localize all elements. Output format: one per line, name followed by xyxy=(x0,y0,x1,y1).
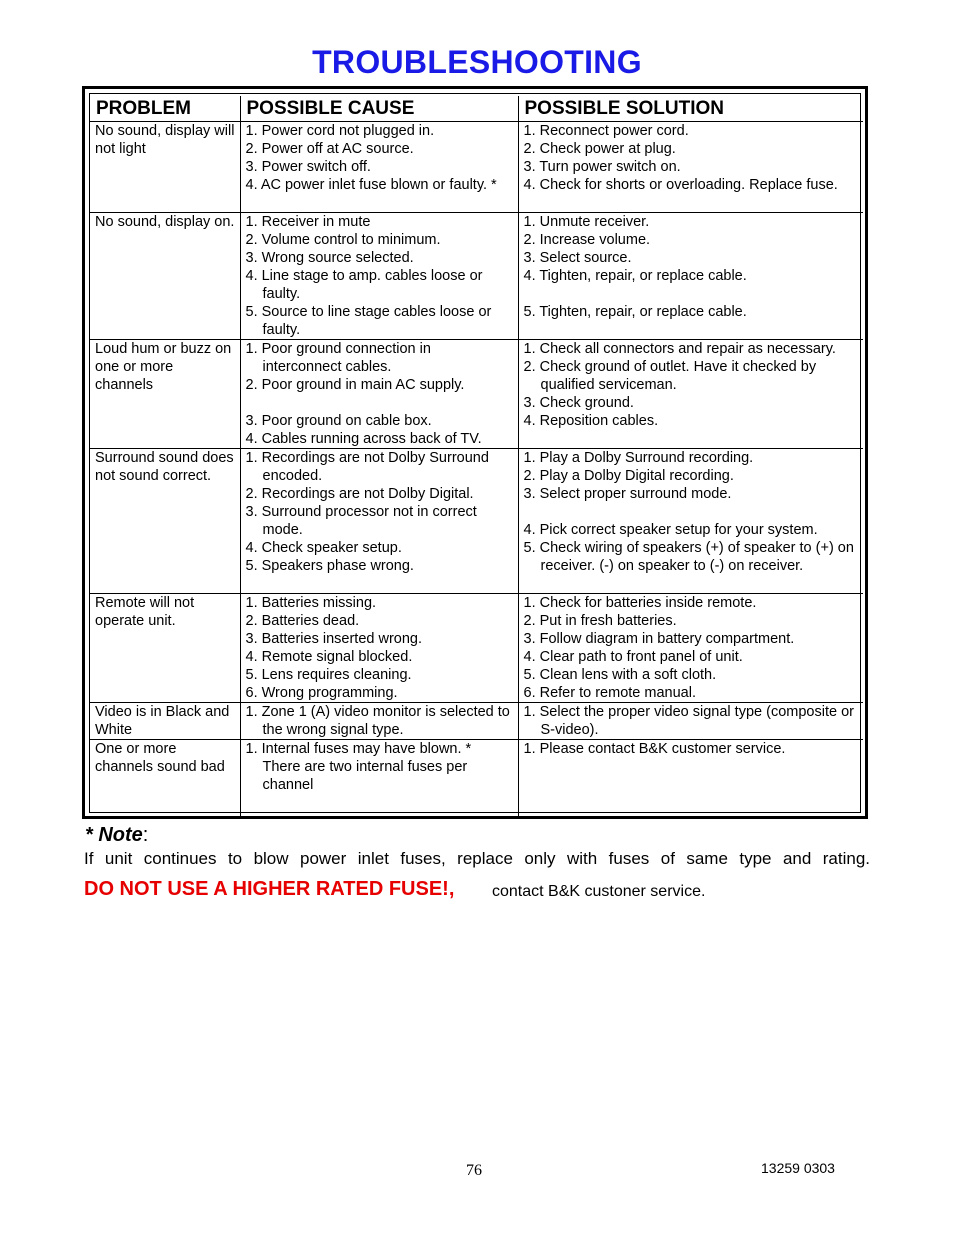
solution-item: 4. Tighten, repair, or replace cable. xyxy=(523,268,747,284)
document-code: 13259 0303 xyxy=(761,1160,835,1176)
cause-item: 3. Batteries inserted wrong. xyxy=(245,631,423,647)
solution-item: 6. Refer to remote manual. xyxy=(523,685,696,701)
solution-item: 3. Turn power switch on. xyxy=(523,159,681,175)
solution-cell xyxy=(518,213,863,340)
solution-item: 1. Unmute receiver. xyxy=(523,214,650,230)
table-row xyxy=(90,449,863,594)
table-row xyxy=(90,213,863,340)
solution-item: 1. Select the proper video signal type (composite or S-video). xyxy=(523,704,854,738)
fuse-warning-tail: contact B&K custoner service. xyxy=(492,883,706,900)
problem-cell: Surround sound does not sound correct. xyxy=(90,449,240,594)
cause-item: 1. Poor ground connection in interconnect cables. xyxy=(245,341,431,375)
solution-cell xyxy=(518,122,863,213)
header-problem: PROBLEM xyxy=(90,96,240,122)
solution-cell xyxy=(518,594,863,703)
cause-item: 4. Line stage to amp. cables loose or faulty. xyxy=(245,268,483,302)
solution-item: 2. Check ground of outlet. Have it checked by qualified serviceman. xyxy=(523,359,817,393)
table-row xyxy=(90,340,863,449)
cause-item: 1. Zone 1 (A) video monitor is selected to the wrong signal type. xyxy=(245,704,510,738)
problem-cell: Remote will not operate unit. xyxy=(90,594,240,703)
cause-item: 6. Wrong programming. xyxy=(245,685,398,701)
solution-item: 4. Pick correct speaker setup for your system. xyxy=(523,522,818,538)
cause-item: 3. Surround processor not in correct mode. xyxy=(245,504,477,538)
note-text: If unit continues to blow power inlet fuses, replace only with fuses of same type and rating. xyxy=(84,849,870,868)
cause-item: 1. Recordings are not Dolby Surround encoded. xyxy=(245,450,489,484)
cause-cell xyxy=(240,740,518,816)
note-label: * Note: xyxy=(85,824,149,846)
solution-item: 1. Please contact B&K customer service. xyxy=(523,741,786,757)
cause-item: 1. Internal fuses may have blown. * There are two internal fuses per channel xyxy=(245,741,472,793)
cause-item: 3. Wrong source selected. xyxy=(245,250,414,266)
problem-cell: Video is in Black and White xyxy=(90,703,240,740)
solution-item: 3. Select source. xyxy=(523,250,632,266)
cause-cell xyxy=(240,449,518,594)
solution-item: 5. Check wiring of speakers (+) of speaker to (+) on receiver. (-) on speaker to (-) on receiver. xyxy=(523,540,854,574)
cause-item: 1. Power cord not plugged in. xyxy=(245,123,435,139)
table-body xyxy=(90,122,863,816)
cause-item: 3. Power switch off. xyxy=(245,159,371,175)
solution-item: 4. Check for shorts or overloading. Replace fuse. xyxy=(523,177,838,193)
cause-item: 5. Speakers phase wrong. xyxy=(245,558,414,574)
solution-cell xyxy=(518,703,863,740)
header-row xyxy=(90,96,863,122)
solution-item: 1. Check for batteries inside remote. xyxy=(523,595,757,611)
solution-item: 5. Clean lens with a soft cloth. xyxy=(523,667,717,683)
solution-item: 2. Put in fresh batteries. xyxy=(523,613,677,629)
solution-item: 3. Follow diagram in battery compartment. xyxy=(523,631,795,647)
solution-item: 1. Check all connectors and repair as necessary. xyxy=(523,341,836,357)
cause-item: 4. Remote signal blocked. xyxy=(245,649,413,665)
solution-item: 3. Select proper surround mode. xyxy=(523,486,732,502)
solution-cell xyxy=(518,340,863,449)
cause-item: 1. Batteries missing. xyxy=(245,595,377,611)
solution-item: 4. Clear path to front panel of unit. xyxy=(523,649,743,665)
spacer xyxy=(524,285,859,303)
cause-cell xyxy=(240,122,518,213)
solution-item: 4. Reposition cables. xyxy=(523,413,659,429)
cause-cell xyxy=(240,703,518,740)
solution-item: 2. Check power at plug. xyxy=(523,141,676,157)
solution-item: 5. Tighten, repair, or replace cable. xyxy=(523,304,747,320)
solution-item: 2. Increase volume. xyxy=(523,232,651,248)
table-row xyxy=(90,740,863,816)
cause-cell xyxy=(240,213,518,340)
page-title: TROUBLESHOOTING xyxy=(312,44,642,80)
header-solution: POSSIBLE SOLUTION xyxy=(518,96,863,122)
cause-cell xyxy=(240,594,518,703)
cause-item: 4. Check speaker setup. xyxy=(245,540,402,556)
cause-item: 2. Recordings are not Dolby Digital. xyxy=(245,486,474,502)
page-number: 76 xyxy=(466,1162,482,1179)
solution-item: 1. Reconnect power cord. xyxy=(523,123,689,139)
solution-item: 3. Check ground. xyxy=(523,395,634,411)
problem-cell: No sound, display will not light xyxy=(90,122,240,213)
cause-item: 4. AC power inlet fuse blown or faulty. * xyxy=(245,177,497,193)
solution-item: 2. Play a Dolby Digital recording. xyxy=(523,468,734,484)
solution-cell xyxy=(518,449,863,594)
cause-item: 4. Cables running across back of TV. xyxy=(245,431,482,447)
solution-item: 1. Play a Dolby Surround recording. xyxy=(523,450,754,466)
note-colon: : xyxy=(142,824,149,846)
spacer xyxy=(524,503,859,521)
spacer xyxy=(246,394,513,412)
cause-item: 2. Volume control to minimum. xyxy=(245,232,441,248)
cause-item: 2. Poor ground in main AC supply. xyxy=(245,377,465,393)
troubleshooting-table xyxy=(90,96,863,816)
problem-cell: One or more channels sound bad xyxy=(95,741,225,775)
table-row xyxy=(90,594,863,703)
table-row xyxy=(90,122,863,213)
table-row xyxy=(90,703,863,740)
problem-cell: Loud hum or buzz on one or more channels xyxy=(90,340,240,449)
cause-cell xyxy=(240,340,518,449)
cause-item: 1. Receiver in mute xyxy=(245,214,371,230)
cause-item: 2. Batteries dead. xyxy=(245,613,360,629)
cause-item: 2. Power off at AC source. xyxy=(245,141,414,157)
solution-cell xyxy=(518,740,863,816)
cause-item: 5. Source to line stage cables loose or faulty. xyxy=(245,304,492,338)
header-cause: POSSIBLE CAUSE xyxy=(240,96,518,122)
cause-item: 3. Poor ground on cable box. xyxy=(245,413,432,429)
fuse-warning: DO NOT USE A HIGHER RATED FUSE!, xyxy=(84,878,455,900)
cause-item: 5. Lens requires cleaning. xyxy=(245,667,412,683)
problem-cell: No sound, display on. xyxy=(90,213,240,340)
